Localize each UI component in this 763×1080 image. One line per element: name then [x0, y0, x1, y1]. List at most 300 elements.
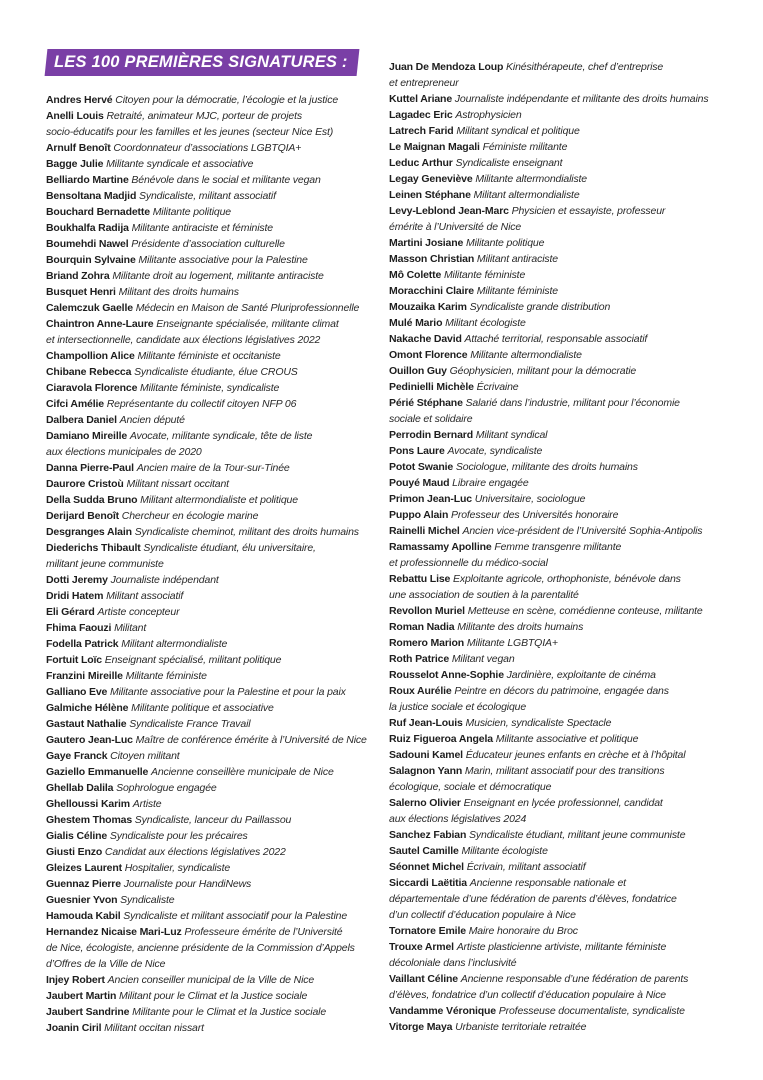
signatory-description: Exploitante agricole, orthophoniste, bénévole dans une association de soutien à la parentalité — [389, 573, 681, 601]
signatory-description: Professeur des Universités honoraire — [451, 509, 619, 521]
signatory-description: Syndicaliste grande distribution — [469, 301, 611, 313]
signatory-description: Marin, militant associatif pour des transitions écologique, sociale et démocratique — [389, 765, 665, 793]
signatory-name: Tornatore Emile — [389, 925, 466, 937]
signatory-description: Femme transgenre militante et professionnelle du médico-social — [389, 541, 622, 569]
signature-entry — [46, 572, 384, 588]
signature-entry — [46, 300, 384, 316]
signature-entry — [389, 267, 729, 283]
signatory-name: Sautel Camille — [389, 845, 459, 857]
signature-entry — [389, 427, 729, 443]
signature-entry — [389, 171, 729, 187]
signatory-name: Injey Robert — [46, 974, 105, 986]
signatory-description: Militant altermondialiste — [473, 189, 580, 201]
signature-entry — [389, 347, 729, 363]
signature-entry — [46, 748, 384, 764]
signatory-name: Roth Patrice — [389, 653, 450, 665]
signature-entry — [46, 860, 384, 876]
signature-entry — [389, 795, 729, 827]
signatory-name: Busquet Henri — [46, 286, 116, 298]
signature-entry — [46, 588, 384, 604]
signatory-name: Chaintron Anne-Laure — [46, 318, 154, 330]
signature-entry — [46, 908, 384, 924]
signatory-description: Militante associative et politique — [495, 733, 639, 745]
signatory-description: Militante féministe et occitaniste — [137, 350, 281, 362]
signatory-description: Militant — [114, 622, 147, 634]
signatory-description: Chercheur en écologie marine — [121, 510, 259, 522]
signatory-name: Guennaz Pierre — [46, 878, 121, 890]
signatory-name: Martini Josiane — [389, 237, 464, 249]
signatory-name: Potot Swanie — [389, 461, 454, 473]
signatory-description: Militant altermondialiste — [121, 638, 228, 650]
signatory-name: Damiano Mireille — [46, 430, 128, 442]
signatory-description: Enseignante spécialisée, militante climat et intersectionnelle, candidate aux élections législatives 2022 — [46, 318, 339, 346]
signatory-name: Omont Florence — [389, 349, 468, 361]
signatory-name: Roux Aurélie — [389, 685, 452, 697]
signatory-name: Ghestem Thomas — [46, 814, 133, 826]
signature-entry — [46, 684, 384, 700]
signature-entry — [46, 188, 384, 204]
signatory-description: Coordonnateur d’associations LGBTQIA+ — [113, 142, 302, 154]
signature-entry — [389, 651, 729, 667]
signatory-name: Salerno Olivier — [389, 797, 461, 809]
signatory-description: Militant antiraciste — [476, 253, 558, 265]
signatory-description: Metteuse en scène, comédienne conteuse, militante — [467, 605, 703, 617]
signatory-name: Bensoltana Madjid — [46, 190, 137, 202]
signatory-name: Arnulf Benoît — [46, 142, 111, 154]
signatory-description: Syndicaliste étudiant, militant jeune communiste — [469, 829, 686, 841]
signature-entry — [389, 363, 729, 379]
signature-entry — [389, 1003, 729, 1019]
signatory-description: Militante droit au logement, militante antiraciste — [112, 270, 324, 282]
signatory-description: Écrivaine — [476, 381, 519, 393]
signatory-description: Militant écologiste — [445, 317, 526, 329]
signature-entry — [389, 875, 729, 923]
signatory-name: Galliano Eve — [46, 686, 108, 698]
signatory-description: Syndicaliste, militant associatif — [139, 190, 276, 202]
signatory-description: Militante écologiste — [461, 845, 548, 857]
signatory-description: Militant associatif — [106, 590, 184, 602]
signature-entry — [389, 331, 729, 347]
signature-entry — [46, 796, 384, 812]
signatory-name: Vaillant Céline — [389, 973, 458, 985]
signature-entry — [389, 763, 729, 795]
signatory-description: Ancien conseiller municipal de la Ville de Nice — [107, 974, 315, 986]
signatory-description: Retraité, animateur MJC, porteur de projets socio-éducatifs pour les familles et les jeunes (secteur Nice Est) — [46, 110, 334, 138]
signatory-name: Boukhalfa Radija — [46, 222, 129, 234]
signatory-name: Cifci Amélie — [46, 398, 104, 410]
signatory-name: Roman Nadia — [389, 621, 455, 633]
signatory-description: Militant des droits humains — [118, 286, 239, 298]
signatory-name: Jaubert Sandrine — [46, 1006, 130, 1018]
signatory-description: Journaliste pour HandiNews — [123, 878, 252, 890]
signatory-name: Gaziello Emmanuelle — [46, 766, 149, 778]
signature-entry — [46, 620, 384, 636]
signatory-description: Candidat aux élections législatives 2022 — [104, 846, 286, 858]
signature-entry — [46, 268, 384, 284]
signatory-description: Sophrologue engagée — [116, 782, 217, 794]
signatory-name: Vitorge Maya — [389, 1021, 453, 1033]
signatory-description: Astrophysicien — [455, 109, 522, 121]
signatory-description: Syndicaliste France Travail — [129, 718, 251, 730]
signatory-name: Ouillon Guy — [389, 365, 447, 377]
signature-entry — [46, 476, 384, 492]
signatory-name: Fortuit Loïc — [46, 654, 102, 666]
signatory-description: Syndicaliste étudiante, élue CROUS — [134, 366, 298, 378]
signatory-description: Militante féministe — [476, 285, 558, 297]
signature-entry — [389, 571, 729, 603]
signatory-description: Militant occitan nissart — [104, 1022, 204, 1034]
signature-entry — [46, 428, 384, 460]
signature-entry — [46, 828, 384, 844]
signatory-description: Présidente d’association culturelle — [131, 238, 285, 250]
signature-entry — [46, 764, 384, 780]
signature-entry — [389, 603, 729, 619]
signatory-description: Citoyen militant — [110, 750, 180, 762]
signatory-name: Legay Geneviève — [389, 173, 473, 185]
signatory-name: Séonnet Michel — [389, 861, 464, 873]
signatory-description: Attaché territorial, responsable associatif — [464, 333, 648, 345]
signature-entry — [389, 59, 729, 91]
signature-entry — [46, 284, 384, 300]
signature-entry — [46, 524, 384, 540]
signatory-name: Ghellab Dalila — [46, 782, 114, 794]
signatures-list-left — [46, 92, 384, 1036]
signatory-description: Militante antiraciste et féministe — [131, 222, 273, 234]
signatory-description: Militante altermondialiste — [475, 173, 587, 185]
signatory-name: Revollon Muriel — [389, 605, 465, 617]
signature-entry — [46, 988, 384, 1004]
signatory-name: Champollion Alice — [46, 350, 135, 362]
signature-entry — [46, 140, 384, 156]
signatory-name: Mulé Mario — [389, 317, 443, 329]
signatory-description: Avocate, syndicaliste — [447, 445, 543, 457]
signatory-name: Rainelli Michel — [389, 525, 460, 537]
signatory-name: Kuttel Ariane — [389, 93, 453, 105]
signature-entry — [46, 540, 384, 572]
signatory-name: Latrech Farid — [389, 125, 454, 137]
signature-entry — [46, 108, 384, 140]
signature-entry — [46, 1020, 384, 1036]
signatory-description: Ancien vice-président de l’Université Sophia-Antipolis — [462, 525, 703, 537]
signatory-name: Hernandez Nicaise Mari-Luz — [46, 926, 182, 938]
signatory-description: Enseignant spécialisé, militant politique — [104, 654, 282, 666]
signature-entry — [389, 459, 729, 475]
signature-entry — [389, 827, 729, 843]
signatory-description: Éducateur jeunes enfants en crèche et à l’hôpital — [465, 749, 686, 761]
signatory-name: Le Maignan Magali — [389, 141, 480, 153]
signatory-description: Militante féministe — [125, 670, 207, 682]
signatory-name: Chibane Rebecca — [46, 366, 132, 378]
signature-entry — [389, 299, 729, 315]
signatory-description: Physicien et essayiste, professeur émérite à l’Université de Nice — [389, 205, 666, 233]
signatory-name: Gialis Céline — [46, 830, 108, 842]
signatory-name: Nakache David — [389, 333, 462, 345]
signatory-description: Féministe militante — [482, 141, 568, 153]
signature-entry — [46, 396, 384, 412]
signatory-description: Salarié dans l’industrie, militant pour l’économie sociale et solidaire — [389, 397, 680, 425]
signatory-name: Dalbera Daniel — [46, 414, 117, 426]
signatory-name: Franzini Mireille — [46, 670, 123, 682]
signature-entry — [46, 380, 384, 396]
signatory-description: Sociologue, militante des droits humains — [455, 461, 638, 473]
signatory-description: Citoyen pour la démocratie, l’écologie et la justice — [115, 94, 339, 106]
signature-entry — [46, 604, 384, 620]
signatory-description: Ancien maire de la Tour-sur-Tinée — [136, 462, 290, 474]
signature-entry — [46, 924, 384, 972]
signature-entry — [46, 876, 384, 892]
signatory-description: Artiste — [132, 798, 162, 810]
signatory-description: Urbaniste territoriale retraitée — [455, 1021, 587, 1033]
signatory-name: Périé Stéphane — [389, 397, 463, 409]
signature-entry — [389, 235, 729, 251]
signatory-description: Jardinière, exploitante de cinéma — [506, 669, 656, 681]
signatory-description: Militante associative pour la Palestine et pour la paix — [110, 686, 346, 698]
signature-entry — [46, 972, 384, 988]
signatory-name: Fodella Patrick — [46, 638, 119, 650]
signatory-description: Militante pour le Climat et la Justice sociale — [132, 1006, 327, 1018]
signature-entry — [389, 923, 729, 939]
signatory-description: Avocate, militante syndicale, tête de liste aux élections municipales de 2020 — [46, 430, 313, 458]
signatory-description: Militante des droits humains — [457, 621, 584, 633]
signature-entry — [389, 635, 729, 651]
signatory-name: Gaye Franck — [46, 750, 108, 762]
signatory-name: Ruiz Figueroa Angela — [389, 733, 493, 745]
signatory-name: Salagnon Yann — [389, 765, 463, 777]
signatory-name: Dridi Hatem — [46, 590, 104, 602]
signatory-description: Militante politique — [465, 237, 545, 249]
signatory-name: Pedinielli Michèle — [389, 381, 474, 393]
signatory-description: Ancien député — [119, 414, 185, 426]
signatory-name: Puppo Alain — [389, 509, 449, 521]
signature-entry — [389, 1019, 729, 1035]
signatory-description: Universitaire, sociologue — [474, 493, 586, 505]
signature-entry — [46, 156, 384, 172]
signature-entry — [389, 619, 729, 635]
signatory-description: Militant vegan — [451, 653, 515, 665]
signature-entry — [389, 747, 729, 763]
signature-entry — [389, 507, 729, 523]
signature-entry — [389, 715, 729, 731]
signatory-description: Militante LGBTQIA+ — [466, 637, 558, 649]
signatory-description: Géophysicien, militant pour la démocratie — [449, 365, 637, 377]
signatory-description: Syndicaliste étudiant, élu universitaire, militant jeune communiste — [46, 542, 316, 570]
signatory-name: Ramassamy Apolline — [389, 541, 492, 553]
signatory-name: Hamouda Kabil — [46, 910, 121, 922]
signature-entry — [46, 348, 384, 364]
signatory-name: Daurore Cristoù — [46, 478, 124, 490]
signatory-name: Fhima Faouzi — [46, 622, 112, 634]
signatory-name: Della Sudda Bruno — [46, 494, 138, 506]
signature-entry — [46, 668, 384, 684]
signatory-description: Maître de conférence émérite à l’Université de Nice — [135, 734, 367, 746]
signature-entry — [389, 475, 729, 491]
signatory-name: Romero Marion — [389, 637, 465, 649]
signatory-name: Mô Colette — [389, 269, 442, 281]
signatory-description: Syndicaliste, lanceur du Paillassou — [134, 814, 292, 826]
signatory-name: Andres Hervé — [46, 94, 113, 106]
signatory-description: Hospitalier, syndicaliste — [124, 862, 231, 874]
signature-entry — [389, 939, 729, 971]
signatory-name: Rebattu Lise — [389, 573, 451, 585]
signatory-name: Anelli Louis — [46, 110, 104, 122]
signature-entry — [46, 716, 384, 732]
signatory-description: Enseignant en lycée professionnel, candidat aux élections législatives 2024 — [389, 797, 663, 825]
signatory-name: Masson Christian — [389, 253, 475, 265]
signature-entry — [389, 203, 729, 235]
signatory-description: Militante associative pour la Palestine — [138, 254, 308, 266]
signatory-name: Galmiche Hélène — [46, 702, 129, 714]
signatory-name: Derijard Benoît — [46, 510, 120, 522]
signatory-name: Leduc Arthur — [389, 157, 453, 169]
signature-entry — [46, 412, 384, 428]
signatory-name: Briand Zohra — [46, 270, 110, 282]
signatory-name: Perrodin Bernard — [389, 429, 473, 441]
signatory-name: Dotti Jeremy — [46, 574, 108, 586]
signatory-description: Peintre en décors du patrimoine, engagée dans la justice sociale et écologique — [389, 685, 669, 713]
signature-entry — [389, 683, 729, 715]
signatory-description: Militante féministe — [443, 269, 526, 281]
signature-entry — [46, 460, 384, 476]
signature-entry — [46, 892, 384, 908]
signatory-name: Pons Laure — [389, 445, 445, 457]
signatory-description: Militant altermondialiste et politique — [140, 494, 298, 506]
signature-entry — [389, 379, 729, 395]
signatory-description: Syndicaliste enseignant — [455, 157, 563, 169]
signature-entry — [389, 667, 729, 683]
signatory-description: Syndicaliste cheminot, militant des droits humains — [134, 526, 359, 538]
page-title-text: LES 100 PREMIÈRES SIGNATURES : — [54, 53, 348, 71]
signatory-description: Militant syndical et politique — [456, 125, 580, 137]
signature-entry — [389, 123, 729, 139]
signatory-name: Jaubert Martin — [46, 990, 117, 1002]
signatory-description: Journaliste indépendante et militante des droits humains — [454, 93, 709, 105]
signature-entry — [389, 539, 729, 571]
signatory-name: Levy-Leblond Jean-Marc — [389, 205, 509, 217]
signatory-description: Militant pour le Climat et la Justice sociale — [119, 990, 308, 1002]
signature-entry — [46, 1004, 384, 1020]
signatory-name: Calemczuk Gaelle — [46, 302, 133, 314]
signatory-description: Artiste concepteur — [97, 606, 180, 618]
signature-entry — [389, 859, 729, 875]
signatory-description: Militant nissart occitant — [126, 478, 229, 490]
signatory-description: Libraire engagée — [452, 477, 529, 489]
signatory-name: Desgranges Alain — [46, 526, 132, 538]
signatory-name: Ciaravola Florence — [46, 382, 138, 394]
signatory-description: Artiste plasticienne artiviste, militante féministe décoloniale dans l’inclusivité — [389, 941, 667, 969]
signature-entry — [389, 731, 729, 747]
signatory-name: Danna Pierre-Paul — [46, 462, 134, 474]
signatory-name: Guesnier Yvon — [46, 894, 118, 906]
signature-entry — [389, 523, 729, 539]
signatory-name: Moracchini Claire — [389, 285, 474, 297]
signature-entry — [46, 844, 384, 860]
signature-entry — [389, 315, 729, 331]
signatory-name: Bouchard Bernadette — [46, 206, 150, 218]
signature-entry — [46, 220, 384, 236]
signatory-name: Bourquin Sylvaine — [46, 254, 136, 266]
signatory-description: Militante syndicale et associative — [106, 158, 254, 170]
signatory-description: Journaliste indépendant — [110, 574, 219, 586]
signature-entry — [389, 155, 729, 171]
signatory-name: Sanchez Fabian — [389, 829, 467, 841]
signatory-name: Gleizes Laurent — [46, 862, 122, 874]
signature-entry — [389, 843, 729, 859]
page-title — [45, 49, 359, 76]
signature-entry — [389, 491, 729, 507]
signature-entry — [389, 971, 729, 1003]
signatory-description: Écrivain, militant associatif — [466, 861, 586, 873]
signature-entry — [389, 91, 729, 107]
signature-entry — [46, 204, 384, 220]
signatory-name: Leinen Stéphane — [389, 189, 471, 201]
signatory-name: Gautero Jean-Luc — [46, 734, 133, 746]
signatory-name: Trouxe Armel — [389, 941, 454, 953]
signature-entry — [46, 652, 384, 668]
signatory-description: Militante politique et associative — [131, 702, 274, 714]
signatory-name: Lagadec Eric — [389, 109, 453, 121]
signatory-description: Militante politique — [152, 206, 231, 218]
signatory-name: Sadouni Kamel — [389, 749, 463, 761]
signatory-name: Boumehdi Nawel — [46, 238, 129, 250]
signatory-name: Ghelloussi Karim — [46, 798, 130, 810]
signature-entry — [46, 700, 384, 716]
signatory-description: Syndicaliste pour les précaires — [109, 830, 248, 842]
signatory-description: Kinésithérapeute, chef d’entreprise et entrepreneur — [389, 61, 664, 89]
signature-entry — [46, 364, 384, 380]
signatory-name: Ruf Jean-Louis — [389, 717, 463, 729]
signature-entry — [46, 172, 384, 188]
signatory-description: Musicien, syndicaliste Spectacle — [465, 717, 612, 729]
signatory-description: Bénévole dans le social et militante vegan — [131, 174, 321, 186]
signatory-name: Rousselot Anne-Sophie — [389, 669, 504, 681]
signatory-description: Syndicaliste — [120, 894, 175, 906]
signatory-name: Eli Gérard — [46, 606, 95, 618]
signatory-description: Représentante du collectif citoyen NFP 06 — [106, 398, 297, 410]
signatory-name: Gastaut Nathalie — [46, 718, 127, 730]
signature-entry — [389, 139, 729, 155]
signatory-name: Giusti Enzo — [46, 846, 103, 858]
signatory-name: Bagge Julie — [46, 158, 104, 170]
signature-entry — [46, 252, 384, 268]
signature-entry — [389, 283, 729, 299]
signature-entry — [389, 443, 729, 459]
signatory-name: Primon Jean-Luc — [389, 493, 472, 505]
signatory-name: Vandamme Véronique — [389, 1005, 497, 1017]
signatory-description: Militante féministe, syndicaliste — [140, 382, 280, 394]
signatory-name: Belliardo Martine — [46, 174, 129, 186]
signatures-list-right — [389, 59, 729, 1035]
signatory-description: Militante altermondialiste — [470, 349, 582, 361]
signatory-name: Siccardi Laëtitia — [389, 877, 467, 889]
signatory-description: Militant syndical — [475, 429, 548, 441]
signatory-name: Mouzaika Karim — [389, 301, 467, 313]
signature-entry — [389, 107, 729, 123]
signature-entry — [46, 508, 384, 524]
signature-entry — [46, 732, 384, 748]
signature-entry — [46, 780, 384, 796]
signature-entry — [46, 492, 384, 508]
signatory-description: Ancienne conseillère municipale de Nice — [150, 766, 334, 778]
signatory-name: Joanin Ciril — [46, 1022, 102, 1034]
signature-entry — [46, 236, 384, 252]
signature-entry — [389, 251, 729, 267]
signatory-name: Juan De Mendoza Loup — [389, 61, 504, 73]
signature-entry — [46, 812, 384, 828]
signatory-description: Médecin en Maison de Santé Pluriprofessionnelle — [135, 302, 360, 314]
signatory-description: Professeure émérite de l’Université de Nice, écologiste, ancienne présidente de la Commission d’Appels d’Offres de la Ville de Nice — [46, 926, 355, 970]
signatory-description: Ancienne responsable nationale et départementale d’une fédération de parents d’élèves, fondatrice d’un collectif d’éducation populaire à Nice — [389, 877, 677, 921]
signatory-name: Diederichs Thibault — [46, 542, 141, 554]
